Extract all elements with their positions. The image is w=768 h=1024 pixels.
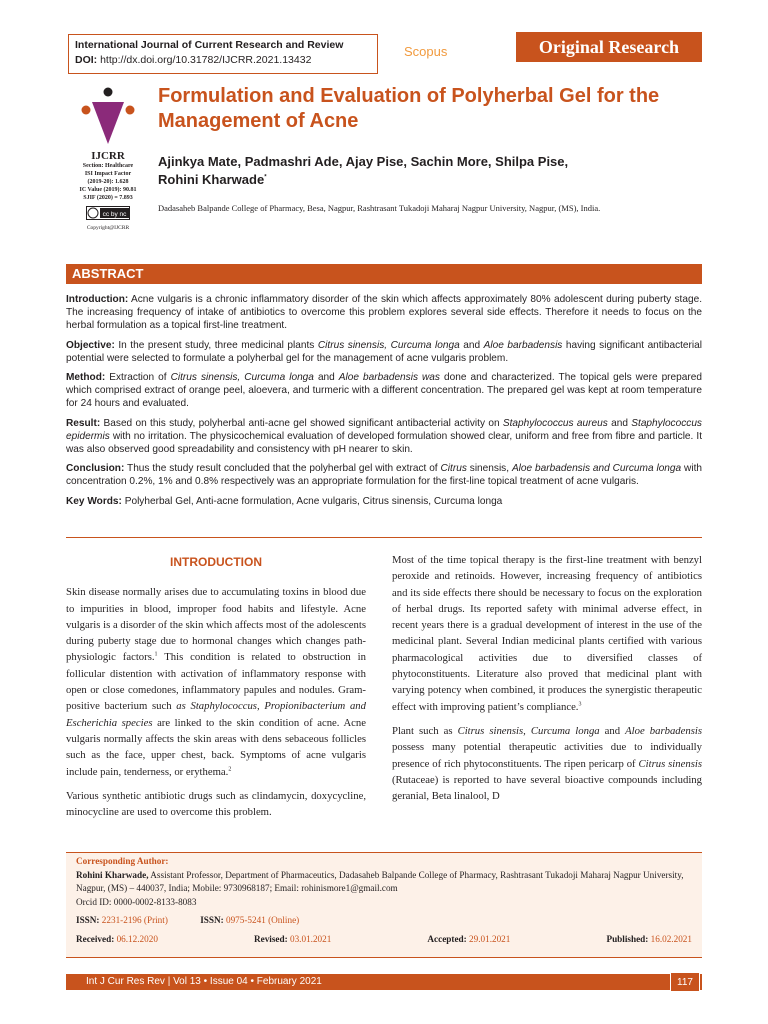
abstract-heading: ABSTRACT <box>66 264 702 284</box>
issn-row: ISSN: 2231-2196 (Print) ISSN: 0975-5241 (Online) <box>76 915 300 925</box>
ijcrr-emblem-icon <box>80 86 136 148</box>
abstract-introduction: Introduction: Acne vulgaris is a chronic inflammatory disorder of the skin which affects approximately 80% adolescent during puberty stage. The increasing frequency of intake of antibiotics to overcome this problem explores several side effects. Therefore it needs to focus on the herbal formulation as a topical first-line treatment. <box>66 294 702 332</box>
body-paragraph: Skin disease normally arises due to accumulating toxins in blood due to impurities in blood, improper food habits and lifestyle. Acne vulgaris is a disorder of the skin which affects most of the adolescents during puberty stage due to hormonal changes which changes path-physiologic factors.$^1$ This condition is related to obstruction in follicular distention with activation of inflammatory response with open or close comedones, inflammatory papules and nodules. Gram-positive bacterium such as Staphylococcus, Propionibacterium and Escherichia species are linked to the skin condition of acne. Acne vulgaris normally affects the skin areas with dens sebaceous follicles such as the face, upper chest, back. Symptoms of acne vulgaris include pain, tenderness, or erythema.$^2$ <box>66 586 366 778</box>
body-column-left <box>66 552 366 828</box>
abstract-method: Method: Extraction of Citrus sinensis, Curcuma longa and Aloe barbadensis was done and characterized. The topical gels were prepared which comprised extract of orange peel, aloevera, and turmeric with a different concentration. The prepared gel was kept at room temperature for 24 hours and evaluated. <box>66 372 702 410</box>
introduction-heading: INTRODUCTION <box>170 555 262 569</box>
abstract-objective: Objective: In the present study, three medicinal plants Citrus sinensis, Curcuma longa and Aloe barbadensis having significant antibacterial potential were selected to formulate a polyherbal gel for the management of acne vulgaris problem. <box>66 339 702 364</box>
abstract-body <box>66 293 702 514</box>
scopus-logo: Scopus <box>404 44 448 59</box>
affiliation: Dadasaheb Balpande College of Pharmacy, Besa, Nagpur, Rashtrasant Tukadoji Maharaj Nagpur University, Nagpur, (MS), India. <box>158 203 601 213</box>
orcid: Orcid ID: 0000-0002-8133-8083 <box>76 896 197 907</box>
svg-text:cc by nc: cc by nc <box>102 211 127 218</box>
abstract-conclusion: Conclusion: Thus the study result concluded that the polyherbal gel with extract of Citrus sinensis, Aloe barbadensis and Curcuma longa with concentration 0.2%, 1% and 0.8% respectively was an appropriate formulation for the first-line topical treatment of acne vulgaris. <box>66 463 702 488</box>
authors-line-2: Rohini Kharwade <box>158 172 265 187</box>
body-paragraph: Most of the time topical therapy is the first-line treatment with benzyl peroxide and retinoids. However, increasing frequency of antibiotics and its side effects there should be necessary to focus on the exploration of herbal drugs. Its reported safety with minimal adverse effect, in recent years there is a gradual development of interest in the use of the medicinal plant. Several Indian medicinal plants certified with various pharmacological activities due to diversified classes of phytoconstituents. Literature also proved that medicinal plant with varying potency when combined, it produces the synergistic therapeutic effect with improving patient’s compliance.$^3$ <box>392 554 702 713</box>
page-number: 117 <box>670 972 700 992</box>
doi-line: DOI: http://dx.doi.org/10.31782/IJCRR.2021.13432 <box>75 54 312 66</box>
corresponding-author-box <box>66 852 702 958</box>
abstract-keywords: Key Words: Polyherbal Gel, Anti-acne formulation, Acne vulgaris, Citrus sinensis, Curcuma longa <box>66 495 503 507</box>
journal-name: International Journal of Current Research and Review <box>75 39 344 51</box>
body-paragraph: Plant such as Citrus sinensis, Curcuma longa and Aloe barbadensis possess many potential therapeutic activities due to individually presence of rich phytoconstituents. The ripen pericarp of Citrus sinensis (Rutaceae) is reported to have several bioactive compounds including geranial, Beta linalool, D <box>392 724 703 803</box>
dates-row: Received: 06.12.2020 Revised: 03.01.2021 Accepted: 29.01.2021 Published: 16.02.2021 <box>76 933 692 944</box>
abstract-divider <box>66 537 702 538</box>
logo-name: IJCRR <box>91 150 125 162</box>
logo-copyright: Copyright@IJCRR <box>86 225 130 231</box>
authors-line-1: Ajinkya Mate, Padmashri Ade, Ajay Pise, Sachin More, Shilpa Pise, <box>158 154 569 169</box>
corresponding-heading: Corresponding Author: <box>76 856 169 866</box>
journal-header-box <box>68 34 378 74</box>
sjif-value: SJIF (2020) = 7.893 <box>83 195 133 201</box>
doi-link[interactable]: http://dx.doi.org/10.31782/IJCRR.2021.13432 <box>100 54 312 66</box>
footer-citation: Int J Cur Res Rev | Vol 13 • Issue 04 • February 2021 <box>86 976 322 987</box>
article-title: Formulation and Evaluation of Polyherbal Gel for the Management of Acne <box>158 85 660 132</box>
ijcrr-logo <box>66 86 150 246</box>
ic-value: IC Value (2019): 90.81 <box>79 187 137 193</box>
body-column-right <box>392 552 702 812</box>
author-list: Ajinkya Mate, Padmashri Ade, Ajay Pise, Sachin More, Shilpa Pise, Rohini Kharwade* <box>158 153 658 189</box>
isi-value: (2019-20): 1.628 <box>87 179 129 185</box>
abstract-result: Result: Based on this study, polyherbal anti-acne gel showed significant antibacterial activity on Staphylococcus aureus and Staphylococcus epidermis with no irritation. The physicochemical evaluation of developed formulation showed clear, uniform and free from fibre and particle. It was also observed good spreadability and consistency with pH nearer to skin. <box>66 417 703 456</box>
body-paragraph: Various synthetic antibiotic drugs such as clindamycin, doxycycline, minocycline are used to overcome this problem. <box>66 789 366 819</box>
isi-label: ISI Impact Factor <box>84 171 132 177</box>
logo-section: Section: Healthcare <box>82 163 134 169</box>
cc-license-icon <box>86 206 130 220</box>
corresponding-details: Rohini Kharwade, Assistant Professor, Department of Pharmaceutics, Dadasaheb Balpande College of Pharmacy, Rashtrasant Tukadoji Maharaj Nagpur University, Nagpur, (MS) – 440037, India; Mobile: 9730968187; Email: rohinismore1@gmail.com <box>76 869 684 893</box>
article-type-badge: Original Research <box>516 32 702 62</box>
